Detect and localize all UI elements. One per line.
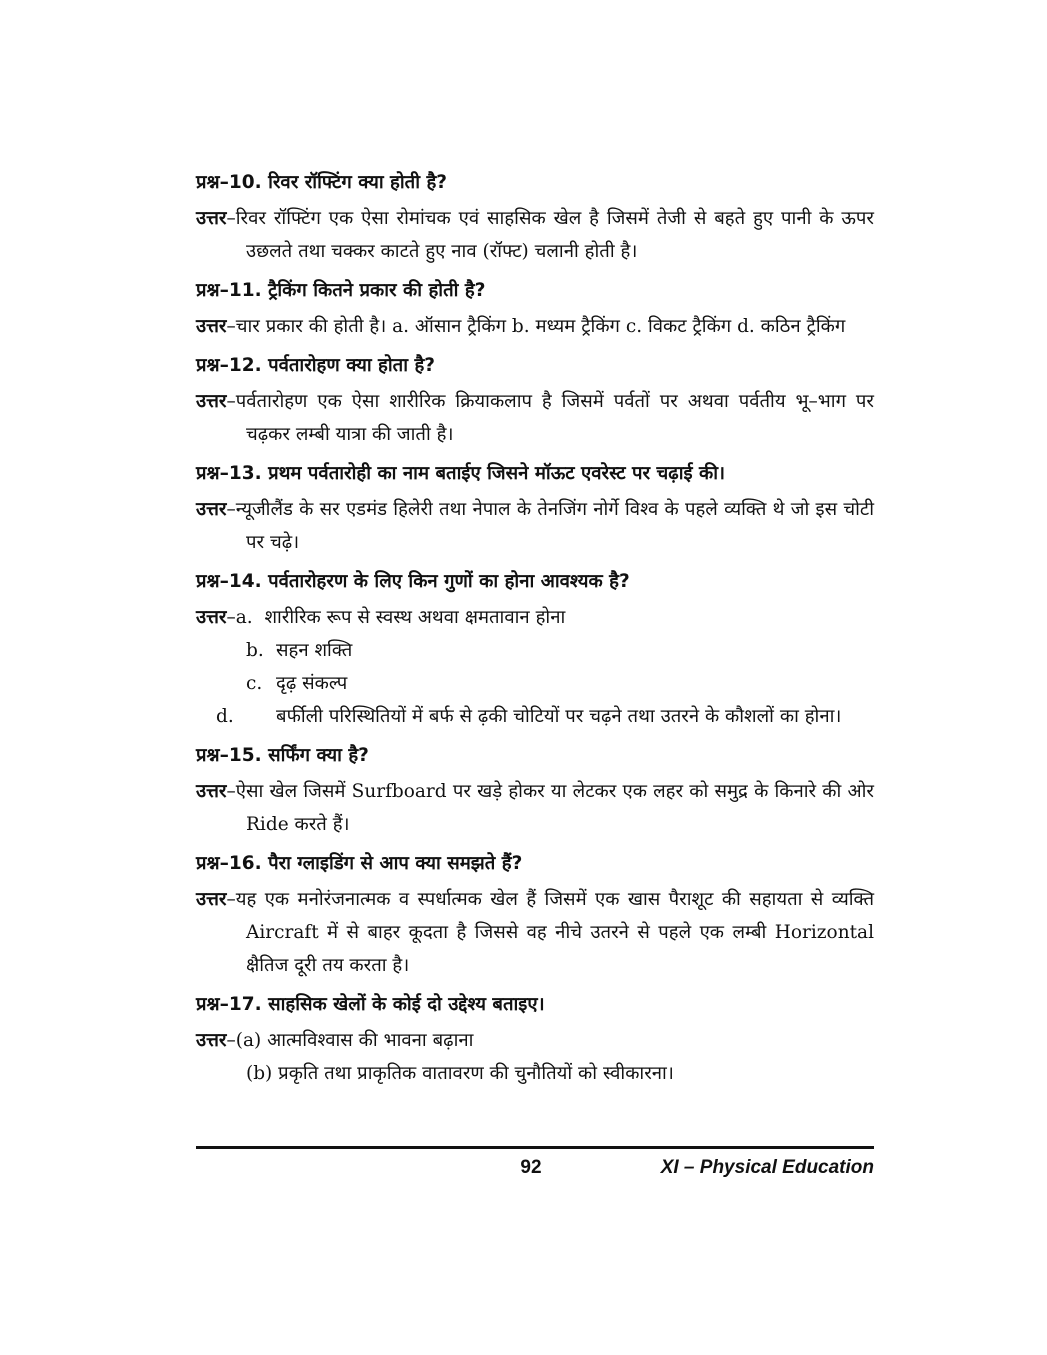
list-text: बर्फीली परिस्थितियों में बर्फ से ढ़की चोटियों पर चढ़ने तथा उतरने के कौशलों का होना। xyxy=(276,706,842,727)
page-number: 92 xyxy=(520,1157,542,1178)
page-content xyxy=(196,168,874,1090)
answer-label: उत्तर xyxy=(196,208,227,229)
answer-15 xyxy=(196,775,874,841)
list-marker: b. xyxy=(246,640,264,661)
answer-label: उत्तर xyxy=(196,499,227,520)
question-12: प्रश्न–12. पर्वतारोहण क्या होता है? xyxy=(196,355,436,376)
list-text: दृढ़ संकल्प xyxy=(276,673,348,694)
question-17: प्रश्न–17. साहसिक खेलों के कोई दो उद्देश्य बताइए। xyxy=(196,994,545,1015)
answer-16 xyxy=(196,883,874,982)
answer-label: उत्तर xyxy=(196,889,227,910)
list-text: सहन शक्ति xyxy=(276,640,353,661)
question-16: प्रश्न–16. पैरा ग्लाइडिंग से आप क्या समझते हैं? xyxy=(196,853,523,874)
answer-17 xyxy=(196,1024,874,1090)
list-marker: –a. xyxy=(226,607,253,628)
answer-text: –चार प्रकार की होती है। a. ऑसान ट्रैकिंग b. मध्यम ट्रैकिंग c. विकट ट्रैकिंग d. कठिन ट्रैकिंग xyxy=(226,316,846,337)
answer-text: –रिवर रॉफ्टिंग एक ऐसा रोमांचक एवं साहसिक खेल है जिसमें तेजी से बहते हुए पानी के ऊपर उछलते तथा चक्कर काटते हुए नाव (रॉफ्ट) चलानी होती है। xyxy=(226,208,874,262)
answer-label: उत्तर xyxy=(196,607,227,628)
list-marker: –(a) xyxy=(226,1030,262,1051)
list-text: आत्मविश्वास की भावना बढ़ाना xyxy=(267,1030,474,1051)
list-item xyxy=(196,1024,874,1057)
answer-text: –न्यूजीलैंड के सर एडमंड हिलेरी तथा नेपाल के तेनजिंग नोर्गे विश्व के पहले व्यक्ति थे जो इस चोटी पर चढ़े। xyxy=(226,499,874,553)
list-marker: (b) xyxy=(246,1063,273,1084)
question-14: प्रश्न–14. पर्वतारोहरण के लिए किन गुणों का होना आवश्यक है? xyxy=(196,571,630,592)
question-10: प्रश्न–10. रिवर रॉफ्टिंग क्या होती है? xyxy=(196,172,447,193)
answer-text: –ऐसा खेल जिसमें Surfboard पर खड़े होकर या लेटकर एक लहर को समुद्र के किनारे की ओर Ride करते हैं। xyxy=(226,781,874,835)
answer-11 xyxy=(196,310,874,343)
list-text: शारीरिक रूप से स्वस्थ अथवा क्षमतावान होना xyxy=(264,607,566,628)
answer-13 xyxy=(196,493,874,559)
list-marker: c. xyxy=(246,673,263,694)
list-item xyxy=(196,601,874,634)
list-item xyxy=(196,667,874,700)
answer-12 xyxy=(196,385,874,451)
footer-title: XI – Physical Education xyxy=(660,1157,874,1178)
list-marker: d. xyxy=(216,706,234,727)
list-text: प्रकृति तथा प्राकृतिक वातावरण की चुनौतियों को स्वीकारना। xyxy=(278,1063,674,1084)
answer-label: उत्तर xyxy=(196,391,227,412)
list-item xyxy=(196,1057,874,1090)
question-11: प्रश्न–11. ट्रैकिंग कितने प्रकार की होती है? xyxy=(196,280,486,301)
answer-text: –पर्वतारोहण एक ऐसा शारीरिक क्रियाकलाप है जिसमें पर्वतों पर अथवा पर्वतीय भू–भाग पर चढ़कर लम्बी यात्रा की जाती है। xyxy=(226,391,874,445)
list-item xyxy=(196,634,874,667)
list-item xyxy=(196,700,874,733)
answer-10 xyxy=(196,202,874,268)
answer-14 xyxy=(196,601,874,733)
question-15: प्रश्न–15. सर्फिंग क्या है? xyxy=(196,745,369,766)
footer-divider xyxy=(196,1146,874,1149)
answer-label: उत्तर xyxy=(196,316,227,337)
answer-label: उत्तर xyxy=(196,1030,227,1051)
answer-text: –यह एक मनोरंजनात्मक व स्पर्धात्मक खेल हैं जिसमें एक खास पैराशूट की सहायता से व्यक्ति Aircraft में से बाहर कूदता है जिससे वह नीचे उतरने से पहले एक लम्बी Horizontal क्षैतिज दूरी तय करता है। xyxy=(226,889,874,976)
question-13: प्रश्न–13. प्रथम पर्वतारोही का नाम बताईए जिसने मॉऊट एवरेस्ट पर चढ़ाई की। xyxy=(196,463,726,484)
answer-label: उत्तर xyxy=(196,781,227,802)
